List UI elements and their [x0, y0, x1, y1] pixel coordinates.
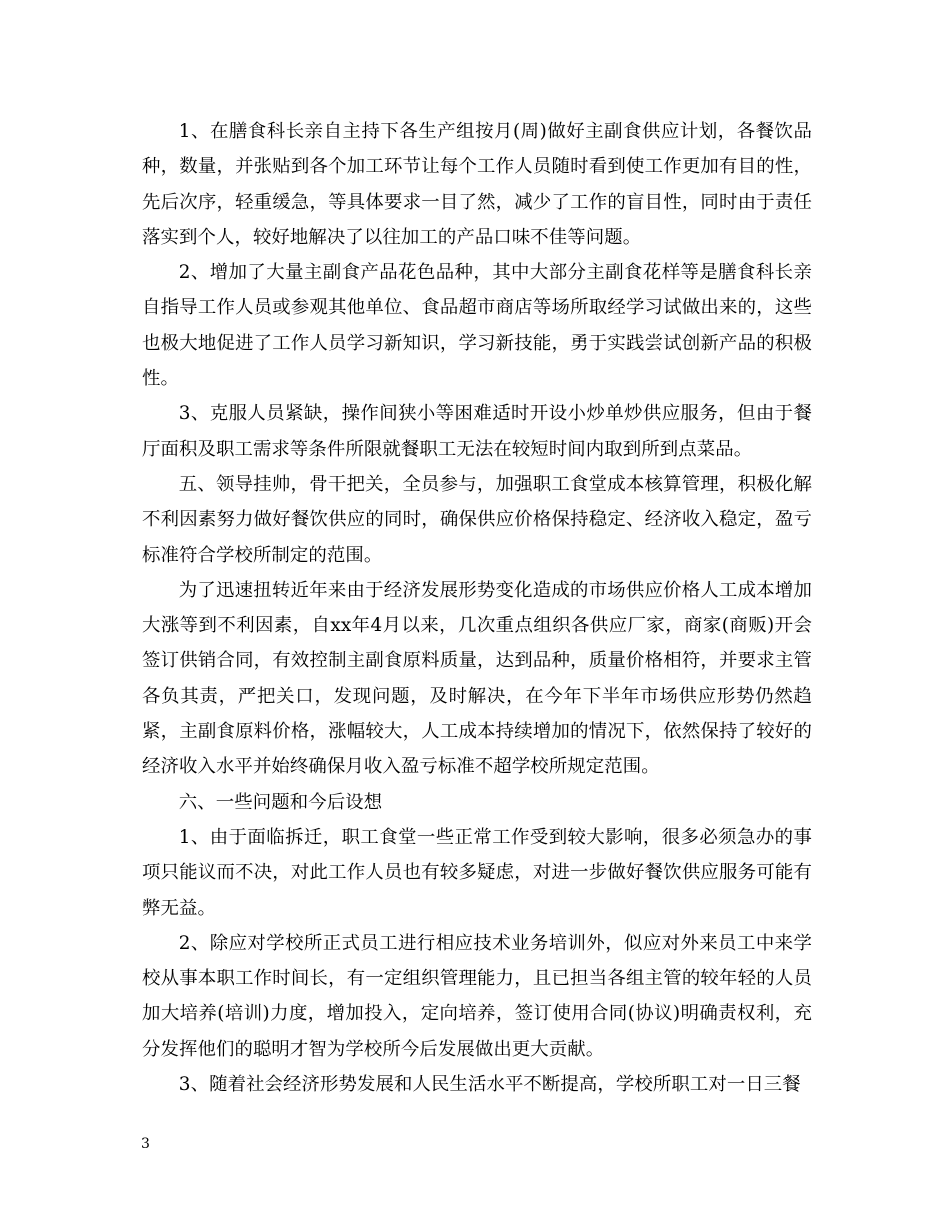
document-body — [142, 114, 812, 1102]
paragraph-6: 1、由于面临拆迁，职工食堂一些正常工作受到较大影响，很多必须急办的事项只能议而不决，对此工作人员也有较多疑虑，对进一步做好餐饮供应服务可能有弊无益。 — [142, 826, 812, 919]
paragraph-8: 3、随着社会经济形势发展和人民生活水平不断提高，学校所职工对一日三餐 — [178, 1074, 801, 1096]
section-heading: 六、一些问题和今后设想 — [178, 791, 383, 813]
paragraph-7: 2、除应对学校所正式员工进行相应技术业务培训外，似应对外来员工中来学校从事本职工作时间长，有一定组织管理能力，且已担当各组主管的较年轻的人员加大培养(培训)力度，增加投入，定向培养，签订使用合同(协议)明确责权利，充分发挥他们的聪明才智为学校所今后发展做出更大贡献。 — [142, 932, 812, 1060]
paragraph-3: 3、克服人员紧缺，操作间狭小等困难适时开设小炒单炒供应服务，但由于餐厅面积及职工需求等条件所限就餐职工无法在较短时间内取到所到点菜品。 — [142, 403, 812, 460]
paragraph-1: 1、在膳食科长亲自主持下各生产组按月(周)做好主副食供应计划，各餐饮品种，数量，并张贴到各个加工环节让每个工作人员随时看到使工作更加有目的性，先后次序，轻重缓急，等具体要求一目了然，减少了工作的盲目性，同时由于责任落实到个人，较好地解决了以往加工的产品口味不佳等问题。 — [142, 121, 812, 248]
page-number: 3 — [141, 1136, 150, 1152]
paragraph-2: 2、增加了大量主副食产品花色品种，其中大部分主副食花样等是膳食科长亲自指导工作人员或参观其他单位、食品超市商店等场所取经学习试做出来的，这些也极大地促进了工作人员学习新知识，学习新技能，勇于实践尝试创新产品的积极性。 — [142, 262, 812, 390]
paragraph-4: 五、领导挂帅，骨干把关，全员参与，加强职工食堂成本核算管理，积极化解不利因素努力做好餐饮供应的同时，确保供应价格保持稳定、经济收入稳定，盈亏标准符合学校所制定的范围。 — [142, 473, 812, 566]
paragraph-5: 为了迅速扭转近年来由于经济发展形势变化造成的市场供应价格人工成本增加大涨等到不利因素，自xx年4月以来，几次重点组织各供应厂家，商家(商贩)开会签订供销合同，有效控制主副食原料质量，达到品种，质量价格相符，并要求主管各负其责，严把关口，发现问题，及时解决，在今年下半年市场供应形势仍然趋紧，主副食原料价格，涨幅较大，人工成本持续增加的情况下，依然保持了较好的经济收入水平并始终确保月收入盈亏标准不超学校所规定范围。 — [142, 579, 812, 778]
